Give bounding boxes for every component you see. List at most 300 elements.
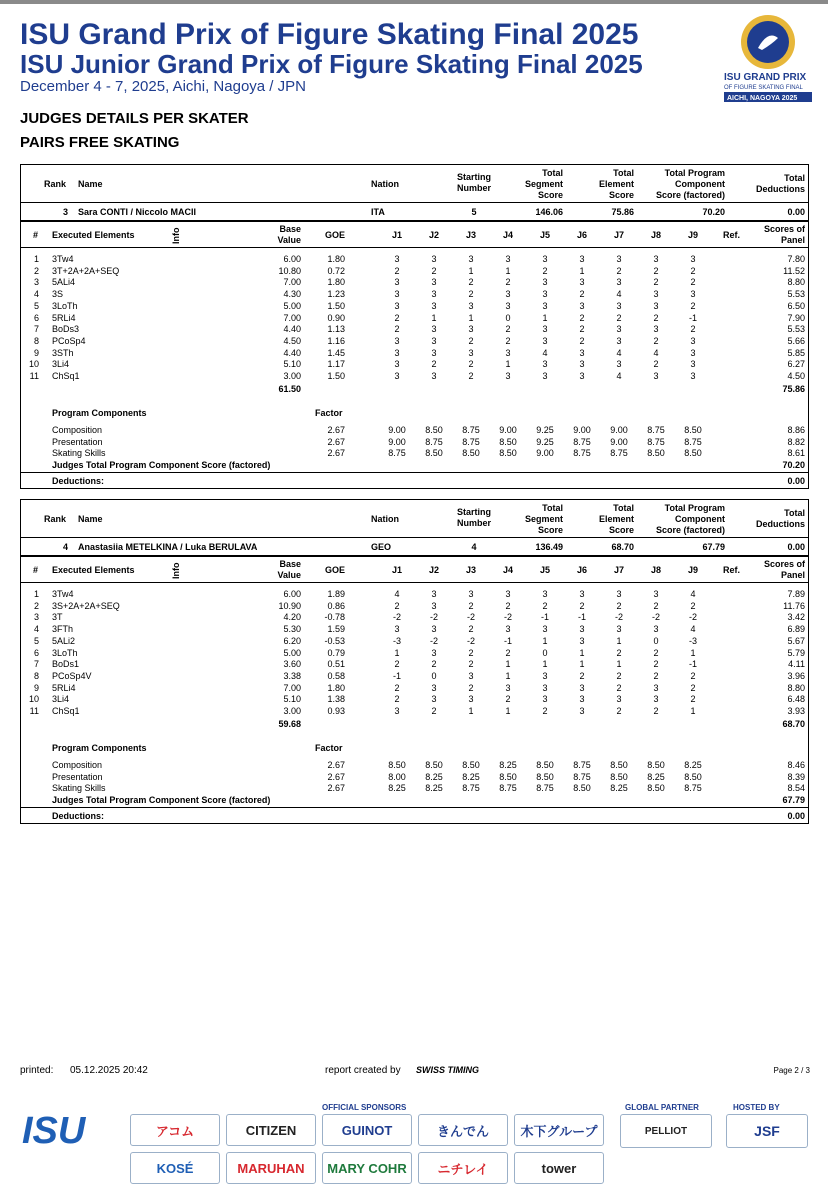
component-judge-score: 9.00 <box>610 436 628 447</box>
element-judge-score: 2 <box>616 600 622 611</box>
element-judge-score: -2 <box>466 612 475 623</box>
number-header: Number <box>456 183 491 193</box>
element-judge-score: 2 <box>505 600 511 611</box>
element-judge-score: -2 <box>392 612 401 623</box>
element-panel-score: 3.42 <box>787 612 805 623</box>
component-judge-score: 8.50 <box>425 448 443 459</box>
element-name: 5ALi2 <box>52 635 76 646</box>
element-judge-score: 2 <box>505 694 511 705</box>
element-base-value: 4.40 <box>283 347 301 358</box>
element-base-value: 6.00 <box>283 589 301 599</box>
element-base-value: 10.90 <box>278 600 301 611</box>
element-index: 3 <box>33 612 39 623</box>
component-factor: 2.67 <box>327 760 345 770</box>
element-judge-score: 4 <box>690 624 696 635</box>
element-judge-score: 1 <box>468 265 474 276</box>
element-judge-score: 3 <box>431 589 437 599</box>
element-judge-score: 2 <box>579 600 585 611</box>
element-judge-score: 3 <box>690 359 696 370</box>
element-panel-score: 8.80 <box>787 682 805 693</box>
total-program-component-score: 67.79 <box>702 542 725 552</box>
element-name: 5ALi4 <box>52 277 76 288</box>
index-header: # <box>33 565 39 575</box>
element-panel-score: 5.67 <box>787 635 805 646</box>
component-judge-score: 8.50 <box>536 771 554 782</box>
element-goe: 1.45 <box>327 347 345 358</box>
element-judge-score: 2 <box>505 277 511 288</box>
element-index: 4 <box>33 624 39 635</box>
element-judge-score: 2 <box>468 624 474 635</box>
element-judge-score: 2 <box>653 647 659 658</box>
element-goe: -0.53 <box>324 635 345 646</box>
component-judge-score: 8.75 <box>573 436 591 447</box>
component-factor: 2.67 <box>327 783 345 794</box>
element-judge-score: -3 <box>688 635 697 646</box>
element-index: 10 <box>28 694 39 705</box>
element-judge-score: 3 <box>468 347 474 358</box>
element-judge-score: 1 <box>542 659 548 670</box>
starting-header: Starting <box>456 507 491 517</box>
element-judge-score: 3 <box>431 254 437 264</box>
element-judge-score: 2 <box>579 335 585 346</box>
component-judge-score: 8.75 <box>462 425 480 435</box>
element-judge-score: 3 <box>505 300 511 311</box>
element-judge-score: 3 <box>579 694 585 705</box>
element-judge-score: -1 <box>503 635 512 646</box>
element-judge-score: 3 <box>579 347 585 358</box>
component-panel-score: 8.39 <box>787 771 805 782</box>
element-judge-score: 0 <box>653 635 659 646</box>
total-program-component-score: 70.20 <box>702 207 725 217</box>
element-name: 3FTh <box>52 624 74 635</box>
element-panel-score: 3.93 <box>787 706 805 716</box>
element-judge-score: 2 <box>616 670 622 681</box>
element-goe: 0.86 <box>327 600 345 611</box>
element-base-value: 3.38 <box>283 670 301 681</box>
element-judge-score: 3 <box>431 289 437 300</box>
element-name: 3Li4 <box>52 359 70 370</box>
element-judge-score: 0 <box>505 312 511 323</box>
program-components-header: Program Components <box>52 743 147 753</box>
element-index: 1 <box>33 254 39 264</box>
component-judge-score: 8.50 <box>425 425 443 435</box>
name-header: Name <box>78 514 103 524</box>
component-judge-score: 8.25 <box>462 771 480 782</box>
starting-header: Starting <box>456 172 491 182</box>
element-panel-score: 6.48 <box>787 694 805 705</box>
element-judge-score: 4 <box>616 347 622 358</box>
element-judge-score: 3 <box>579 706 585 716</box>
element-judge-score: 3 <box>542 670 548 681</box>
element-judge-score: 2 <box>431 706 437 716</box>
judges-total-label: Judges Total Program Component Score (factored) <box>52 795 271 805</box>
component-judge-score: 8.75 <box>647 425 665 435</box>
component-panel-score: 8.54 <box>787 783 805 794</box>
element-judge-score: 1 <box>505 670 511 681</box>
element-judge-score: 3 <box>616 254 622 264</box>
element-index: 9 <box>33 347 39 358</box>
rule <box>21 247 808 248</box>
element-base-value: 5.00 <box>283 647 301 658</box>
element-goe: 1.16 <box>327 335 345 346</box>
element-judge-score: 3 <box>542 359 548 370</box>
event-subtitle: December 4 - 7, 2025, Aichi, Nagoya / JPN <box>20 78 306 95</box>
element-judge-score: 2 <box>468 682 474 693</box>
deductions-value: 0.00 <box>787 476 805 486</box>
judges-total-value: 67.79 <box>782 795 805 805</box>
skater-rank: 4 <box>62 542 68 552</box>
component-judge-score: 8.25 <box>388 783 406 794</box>
element-judge-score: 3 <box>653 254 659 264</box>
element-name: 3S <box>52 289 64 300</box>
component-judge-score: 8.50 <box>462 448 480 459</box>
element-index: 4 <box>33 289 39 300</box>
element-goe: 1.59 <box>327 624 345 635</box>
element-name: BoDs1 <box>52 659 80 670</box>
element-judge-score: 3 <box>394 624 400 635</box>
element-base-value: 7.00 <box>283 312 301 323</box>
rule <box>21 555 808 557</box>
skater-block <box>20 499 809 824</box>
element-name: PCoSp4 <box>52 335 86 346</box>
component-judge-score: 8.50 <box>499 436 517 447</box>
element-judge-score: 2 <box>394 682 400 693</box>
component-judge-score: 9.00 <box>499 425 517 435</box>
nation-header: Nation <box>371 179 399 189</box>
component-judge-score: 8.75 <box>388 448 406 459</box>
sponsor-logo: tower <box>514 1152 604 1184</box>
element-judge-score: 3 <box>431 335 437 346</box>
element-goe: 1.13 <box>327 324 345 335</box>
element-base-value: 5.30 <box>283 624 301 635</box>
judge-header: J7 <box>613 230 624 240</box>
deductions-label: Deductions: <box>52 476 105 486</box>
judge-header: J2 <box>428 565 439 575</box>
factor-header: Factor <box>315 743 343 753</box>
component-judge-score: 8.50 <box>684 425 702 435</box>
base-header-1: Base <box>279 559 301 569</box>
element-base-value: 7.00 <box>283 682 301 693</box>
element-judge-score: 0 <box>431 670 437 681</box>
element-index: 3 <box>33 277 39 288</box>
element-index: 11 <box>29 706 39 716</box>
element-base-value: 4.30 <box>283 289 301 300</box>
element-panel-score: 7.90 <box>787 312 805 323</box>
element-judge-score: 2 <box>616 265 622 276</box>
element-index: 7 <box>33 324 39 335</box>
element-judge-score: 3 <box>579 359 585 370</box>
component-judge-score: 8.00 <box>388 771 406 782</box>
element-goe: -0.78 <box>324 612 345 623</box>
element-judge-score: 3 <box>394 371 400 381</box>
component-judge-score: 8.25 <box>684 760 702 770</box>
rule <box>21 202 808 203</box>
ref-header: Ref. <box>723 230 741 240</box>
element-judge-score: 2 <box>690 600 696 611</box>
element-goe: 1.80 <box>327 254 345 264</box>
element-judge-score: 3 <box>394 347 400 358</box>
element-panel-score: 5.85 <box>787 347 805 358</box>
component-judge-score: 8.25 <box>499 760 517 770</box>
judge-header: J7 <box>613 565 624 575</box>
rule <box>21 220 808 222</box>
element-goe: 1.38 <box>327 694 345 705</box>
element-judge-score: 3 <box>579 254 585 264</box>
factor-header: Factor <box>315 408 343 418</box>
element-judge-score: 2 <box>394 324 400 335</box>
element-panel-score: 7.89 <box>787 589 805 599</box>
swiss-timing-logo: SWISS TIMING <box>416 1065 479 1075</box>
judge-header: J6 <box>576 565 587 575</box>
logo-line-1: ISU GRAND PRIX <box>724 72 807 83</box>
judge-header: J2 <box>428 230 439 240</box>
sponsor-logo: きんでん <box>418 1114 508 1146</box>
element-index: 5 <box>33 635 39 646</box>
ded-header-1: Total <box>784 173 805 183</box>
component-judge-score: 8.50 <box>425 760 443 770</box>
skater-name: Anastasiia METELKINA / Luka BERULAVA <box>78 542 258 552</box>
element-judge-score: 2 <box>394 659 400 670</box>
ded-header-1: Total <box>784 508 805 518</box>
total-deductions: 0.00 <box>787 207 805 217</box>
element-panel-score: 6.50 <box>787 300 805 311</box>
element-index: 6 <box>33 647 39 658</box>
element-judge-score: 3 <box>505 589 511 599</box>
element-judge-score: -1 <box>392 670 401 681</box>
element-judge-score: 2 <box>616 682 622 693</box>
element-judge-score: 2 <box>579 670 585 681</box>
element-judge-score: 2 <box>468 371 474 381</box>
element-judge-score: 3 <box>653 324 659 335</box>
element-judge-score: 2 <box>542 600 548 611</box>
page-title: JUDGES DETAILS PER SKATER <box>20 110 249 127</box>
judges-total-label: Judges Total Program Component Score (factored) <box>52 460 271 470</box>
element-judge-score: 2 <box>431 659 437 670</box>
element-name: PCoSp4V <box>52 670 92 681</box>
element-judge-score: 2 <box>653 359 659 370</box>
element-judge-score: 3 <box>394 335 400 346</box>
rule <box>21 807 808 808</box>
element-judge-score: 3 <box>468 589 474 599</box>
element-judge-score: 2 <box>690 682 696 693</box>
element-goe: 1.23 <box>327 289 345 300</box>
tss-header-2: Segment <box>524 514 563 524</box>
element-judge-score: -2 <box>614 612 623 623</box>
element-judge-score: 2 <box>579 289 585 300</box>
sponsor-logo: ニチレイ <box>418 1152 508 1184</box>
ded-header-2: Deductions <box>756 519 806 529</box>
element-index: 11 <box>29 371 39 381</box>
element-judge-score: 2 <box>394 694 400 705</box>
judge-header: J6 <box>576 230 587 240</box>
element-judge-score: 1 <box>394 647 400 658</box>
element-name: ChSq1 <box>52 706 80 716</box>
skater-nation: ITA <box>371 207 385 217</box>
component-panel-score: 8.82 <box>787 436 805 447</box>
element-name: 5RLi4 <box>52 312 76 323</box>
element-name: 3STh <box>52 347 74 358</box>
segment-title: PAIRS FREE SKATING <box>20 134 180 151</box>
component-panel-score: 8.86 <box>787 425 805 435</box>
element-judge-score: 1 <box>505 706 511 716</box>
judge-header: J9 <box>687 565 698 575</box>
printed-value: 05.12.2025 20:42 <box>70 1065 148 1076</box>
component-panel-score: 8.61 <box>787 448 805 459</box>
element-judge-score: 3 <box>468 324 474 335</box>
element-judge-score: 3 <box>431 277 437 288</box>
element-judge-score: 3 <box>542 324 548 335</box>
element-judge-score: 3 <box>431 324 437 335</box>
element-judge-score: 1 <box>579 265 585 276</box>
element-judge-score: 2 <box>505 324 511 335</box>
hosted-by-label: HOSTED BY <box>733 1103 780 1112</box>
element-index: 6 <box>33 312 39 323</box>
element-panel-score: 7.80 <box>787 254 805 264</box>
element-judge-score: 2 <box>653 706 659 716</box>
element-judge-score: 2 <box>653 277 659 288</box>
element-panel-score: 11.76 <box>783 600 805 611</box>
element-judge-score: 2 <box>690 670 696 681</box>
element-judge-score: 2 <box>579 324 585 335</box>
element-judge-score: 2 <box>468 647 474 658</box>
element-goe: 1.17 <box>327 359 345 370</box>
element-judge-score: 1 <box>579 659 585 670</box>
skater-block <box>20 164 809 489</box>
component-factor: 2.67 <box>327 425 345 435</box>
element-judge-score: 3 <box>542 371 548 381</box>
element-name: 3Li4 <box>52 694 70 705</box>
component-judge-score: 8.75 <box>536 783 554 794</box>
judge-header: J1 <box>391 565 402 575</box>
program-components-header: Program Components <box>52 408 147 418</box>
element-panel-score: 3.96 <box>787 670 805 681</box>
element-judge-score: 0 <box>542 647 548 658</box>
element-judge-score: 2 <box>653 265 659 276</box>
sponsor-logo: KOSÉ <box>130 1152 220 1184</box>
component-name: Skating Skills <box>52 783 106 794</box>
judge-header: J3 <box>465 230 476 240</box>
tss-header-2: Segment <box>524 179 563 189</box>
base-header-2: Value <box>277 235 301 245</box>
element-judge-score: 3 <box>616 324 622 335</box>
element-judge-score: 1 <box>505 359 511 370</box>
element-judge-score: 3 <box>431 624 437 635</box>
starting-number: 4 <box>471 542 477 552</box>
element-judge-score: 1 <box>542 635 548 646</box>
element-goe: 0.93 <box>327 706 345 716</box>
element-judge-score: 2 <box>653 600 659 611</box>
element-score-total: 68.70 <box>782 718 805 729</box>
element-judge-score: 3 <box>468 670 474 681</box>
element-judge-score: 3 <box>653 694 659 705</box>
element-score-total: 75.86 <box>782 383 805 394</box>
element-judge-score: 2 <box>690 300 696 311</box>
ded-header-2: Deductions <box>756 184 806 194</box>
tss-header-1: Total <box>542 503 563 513</box>
component-judge-score: 8.75 <box>573 760 591 770</box>
element-judge-score: 1 <box>505 265 511 276</box>
base-value-total: 59.68 <box>278 718 301 729</box>
component-judge-score: 8.75 <box>499 783 517 794</box>
element-name: 3Tw4 <box>52 589 74 599</box>
element-goe: 1.80 <box>327 682 345 693</box>
element-judge-score: 3 <box>505 347 511 358</box>
goe-header: GOE <box>324 230 345 240</box>
element-judge-score: 2 <box>468 335 474 346</box>
component-judge-score: 8.25 <box>610 783 628 794</box>
element-panel-score: 5.66 <box>787 335 805 346</box>
element-judge-score: 3 <box>616 624 622 635</box>
element-judge-score: 2 <box>468 659 474 670</box>
element-judge-score: 2 <box>542 706 548 716</box>
element-base-value: 4.40 <box>283 324 301 335</box>
element-judge-score: 3 <box>505 289 511 300</box>
element-judge-score: -1 <box>688 312 697 323</box>
tss-header-3: Score <box>537 190 563 200</box>
element-judge-score: 3 <box>431 647 437 658</box>
total-segment-score: 146.06 <box>535 207 563 217</box>
element-judge-score: 1 <box>579 647 585 658</box>
element-judge-score: 3 <box>690 335 696 346</box>
component-judge-score: 9.00 <box>388 436 406 447</box>
element-judge-score: 3 <box>505 371 511 381</box>
component-judge-score: 8.25 <box>425 783 443 794</box>
base-value-total: 61.50 <box>278 383 301 394</box>
element-judge-score: 3 <box>431 347 437 358</box>
component-judge-score: 9.00 <box>388 425 406 435</box>
element-judge-score: 3 <box>616 335 622 346</box>
element-judge-score: 1 <box>690 647 696 658</box>
element-judge-score: 3 <box>579 635 585 646</box>
elements-header: Executed Elements <box>52 565 135 575</box>
element-judge-score: 4 <box>616 289 622 300</box>
tes-header-3: Score <box>608 190 634 200</box>
tes-header-1: Total <box>613 168 634 178</box>
element-judge-score: 3 <box>690 347 696 358</box>
component-judge-score: 8.50 <box>647 448 665 459</box>
pcs-header-1: Total Program <box>664 503 725 513</box>
element-judge-score: 3 <box>653 589 659 599</box>
tes-header-2: Element <box>598 514 634 524</box>
element-judge-score: 2 <box>468 289 474 300</box>
component-judge-score: 8.50 <box>647 783 665 794</box>
element-judge-score: 3 <box>579 682 585 693</box>
component-factor: 2.67 <box>327 771 345 782</box>
element-judge-score: 3 <box>579 371 585 381</box>
component-judge-score: 9.00 <box>536 448 554 459</box>
element-judge-score: 1 <box>616 635 622 646</box>
element-index: 2 <box>33 265 39 276</box>
element-judge-score: 3 <box>542 254 548 264</box>
component-judge-score: 8.25 <box>647 771 665 782</box>
pcs-header-3: Score (factored) <box>655 190 725 200</box>
event-title-senior: ISU Grand Prix of Figure Skating Final 2025 <box>20 18 639 51</box>
element-base-value: 6.20 <box>283 635 301 646</box>
element-judge-score: -3 <box>392 635 401 646</box>
tes-header-3: Score <box>608 525 634 535</box>
global-partner-label: GLOBAL PARTNER <box>625 1103 699 1112</box>
element-judge-score: 2 <box>653 670 659 681</box>
element-judge-score: 2 <box>542 265 548 276</box>
element-judge-score: 2 <box>653 335 659 346</box>
element-base-value: 3.60 <box>283 659 301 670</box>
element-judge-score: 3 <box>394 359 400 370</box>
component-judge-score: 8.75 <box>684 783 702 794</box>
element-judge-score: -2 <box>651 612 660 623</box>
element-index: 10 <box>28 359 39 370</box>
element-base-value: 6.00 <box>283 254 301 264</box>
element-index: 2 <box>33 600 39 611</box>
